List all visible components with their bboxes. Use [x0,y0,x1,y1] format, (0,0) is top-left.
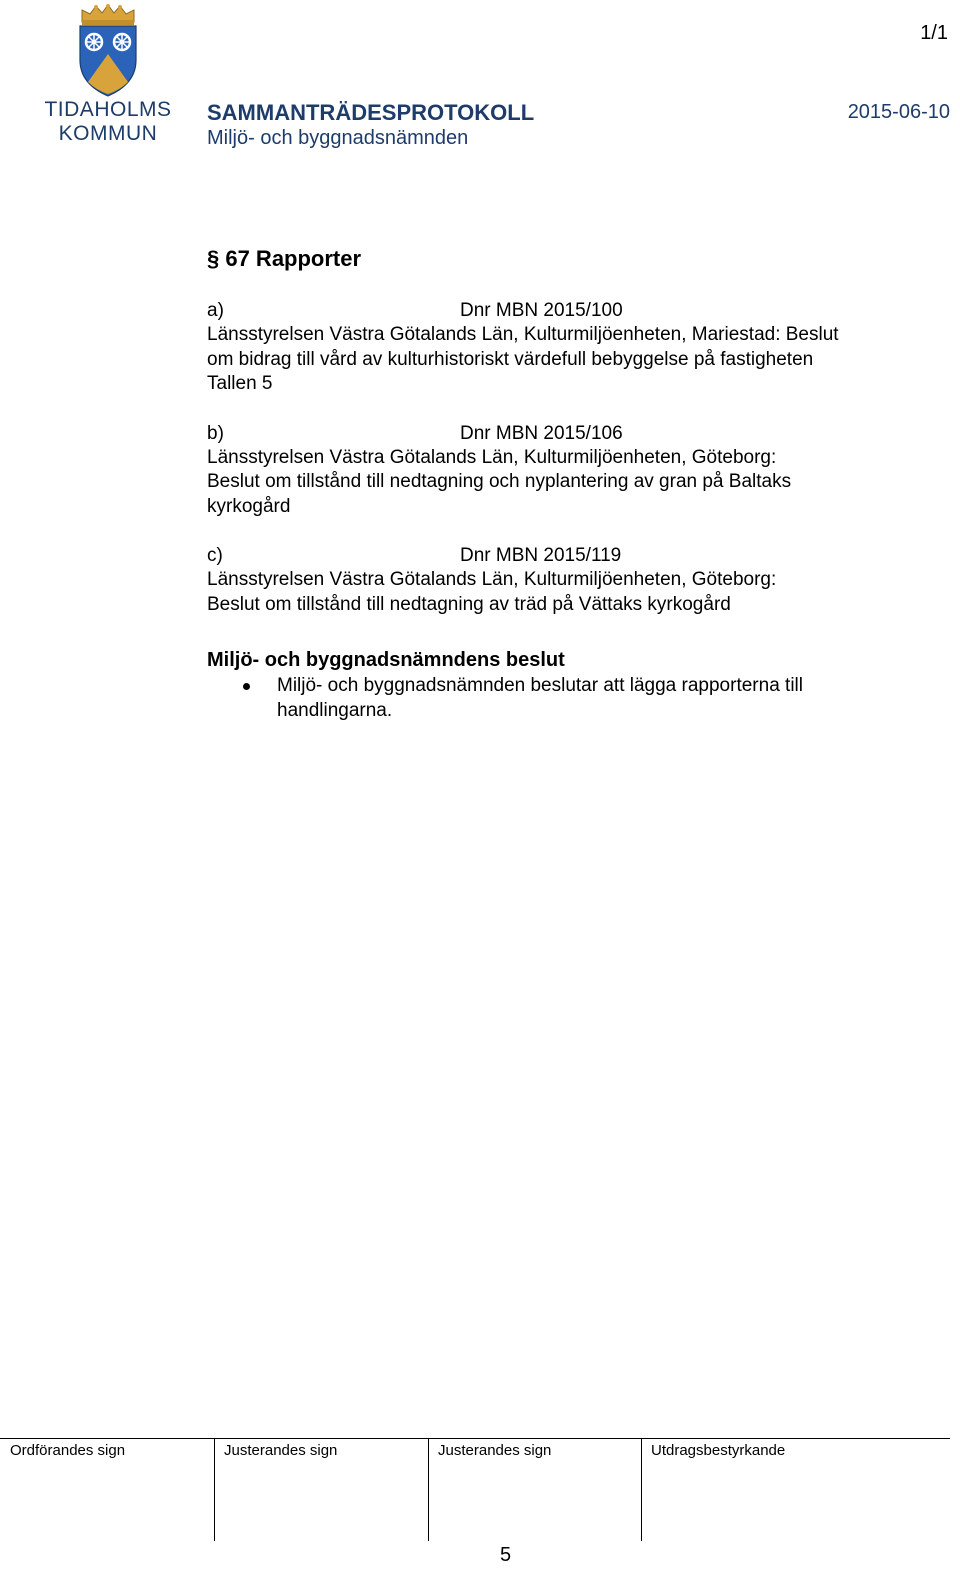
item-dnr: Dnr MBN 2015/100 [460,300,623,321]
report-item-a [207,298,907,397]
item-line: Beslut om tillstånd till nedtagning av träd på Vättaks kyrkogård [207,593,731,615]
document-title: SAMMANTRÄDESPROTOKOLL [207,100,535,125]
item-description [207,446,907,520]
item-line: Länsstyrelsen Västra Götalands Län, Kulturmiljöenheten, Göteborg: [207,446,777,468]
item-letter: b) [207,422,224,444]
item-line: Beslut om tillstånd till nedtagning och nyplantering av gran på Baltaks [207,471,792,492]
decision-line: handlingarna. [277,700,393,721]
signature-table [0,1438,950,1541]
signature-cell-adjuster-2 [428,1439,641,1541]
logo-text-line1: TIDAHOLMS [44,98,172,121]
logo-text-line2: KOMMUN [58,122,158,145]
item-line: kyrkogård [207,495,291,517]
decision-section [207,647,907,723]
main-content [207,246,907,723]
item-description [207,323,907,397]
signature-cell-chair [0,1439,214,1541]
signature-cell-extract [641,1439,950,1541]
signature-label: Ordförandes sign [10,1442,126,1459]
item-letter: c) [207,545,223,566]
item-dnr: Dnr MBN 2015/106 [460,422,623,444]
item-line: Länsstyrelsen Västra Götalands Län, Kulturmiljöenheten, Mariestad: Beslut [207,324,839,345]
coat-of-arms-icon [74,4,142,98]
decision-list [207,673,907,723]
item-line: Tallen 5 [207,373,273,394]
signature-label: Utdragsbestyrkande [651,1442,786,1459]
municipality-logo [40,4,176,144]
signature-label: Justerandes sign [224,1442,338,1459]
item-dnr: Dnr MBN 2015/119 [460,545,622,566]
committee-name: Miljö- och byggnadsnämnden [207,127,469,149]
item-letter: a) [207,300,224,321]
signature-label: Justerandes sign [438,1442,552,1459]
document-date: 2015-06-10 [847,101,950,123]
item-description [207,568,907,617]
report-item-b [207,421,907,520]
report-item-c [207,543,907,617]
page-counter: 1/1 [920,22,948,44]
signature-cell-adjuster-1 [214,1439,428,1541]
decision-line: Miljö- och byggnadsnämnden beslutar att lägga rapporterna till [277,675,803,696]
bullet-icon [243,683,250,690]
item-line: Länsstyrelsen Västra Götalands Län, Kulturmiljöenheten, Göteborg: [207,569,777,590]
page-number: 5 [500,1544,512,1566]
decision-heading: Miljö- och byggnadsnämndens beslut [207,649,565,671]
section-title: § 67 Rapporter [207,246,362,271]
item-line: om bidrag till vård av kulturhistoriskt värdefull bebyggelse på fastigheten [207,348,814,370]
list-item [207,673,907,723]
